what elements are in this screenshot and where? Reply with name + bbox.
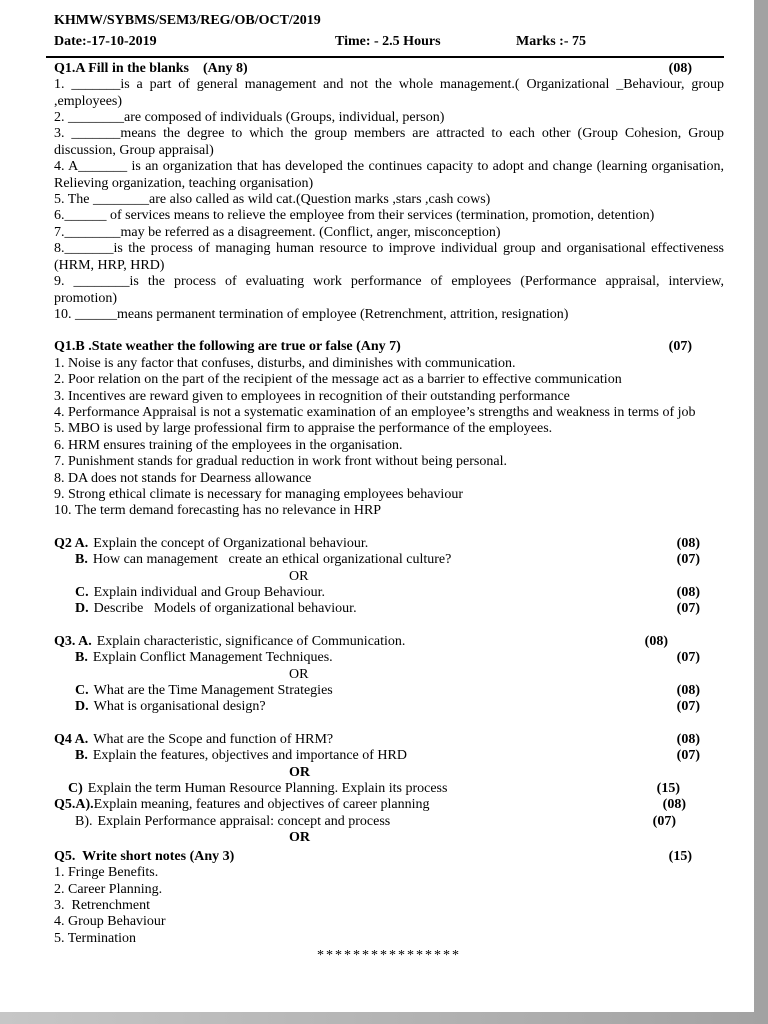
- true-false-item: 7. Punishment stands for gradual reduction in work front without being personal.: [54, 454, 507, 470]
- question-text: What are the Scope and function of HRM?: [93, 731, 334, 747]
- q1b-title: Q1.B .State weather the following are true or false (Any 7): [54, 339, 401, 355]
- question-marks: (07): [676, 699, 700, 715]
- question-label: B).: [75, 813, 93, 829]
- q1b-heading: [54, 339, 724, 355]
- question-label: Q2 A.: [54, 535, 89, 551]
- section-q4: [54, 732, 724, 847]
- true-false-item: 5. MBO is used by large professional firm to appraise the performance of the employees.: [54, 421, 553, 437]
- exam-date: Date:-17-10-2019: [54, 34, 157, 50]
- question-label: D.: [75, 601, 89, 617]
- header-divider: [46, 56, 724, 58]
- or-separator: OR: [289, 568, 309, 584]
- question-text: Explain the features, objectives and importance of HRD: [92, 748, 407, 764]
- true-false-item: 9. Strong ethical climate is necessary for managing employees behaviour: [54, 486, 463, 502]
- q5-marks: (15): [668, 848, 692, 864]
- question-line-q3b: [54, 650, 724, 666]
- question-label: B.: [75, 650, 88, 666]
- question-text: Explain Conflict Management Techniques.: [92, 650, 333, 666]
- or-separator: OR: [289, 764, 310, 780]
- question-line-q4c: [54, 781, 724, 797]
- question-text: Explain meaning, features and objectives of career planning: [93, 797, 430, 813]
- question-marks: (08): [676, 535, 700, 551]
- question-text: Explain the concept of Organizational behaviour.: [93, 535, 369, 551]
- question-line-q3c: [54, 683, 724, 699]
- question-marks: (07): [652, 813, 676, 829]
- true-false-item: 8. DA does not stands for Dearness allowance: [54, 470, 312, 486]
- question-text: Explain characteristic, significance of Communication.: [96, 633, 406, 649]
- question-marks: (07): [676, 650, 700, 666]
- short-note-item: 4. Group Behaviour: [54, 914, 166, 930]
- fill-blank-item: 9. ________is the process of evaluating work performance of employees (Performance appraisal, interview, promotion): [54, 274, 724, 306]
- section-q3: [54, 634, 724, 716]
- q5-title: Q5. Write short notes (Any 3): [54, 848, 235, 864]
- question-marks: (08): [676, 683, 700, 699]
- short-note-item: 2. Career Planning.: [54, 881, 163, 897]
- fill-blank-item: 2. ________are composed of individuals (Groups, individual, person): [54, 110, 445, 126]
- question-text: Explain individual and Group Behaviour.: [93, 585, 325, 600]
- fill-blank-item: 10. ______means permanent termination of employee (Retrenchment, attrition, resignation): [54, 306, 569, 322]
- section-q1a: [54, 61, 724, 324]
- question-line-q4b: [54, 748, 724, 764]
- question-line-q3a: [54, 634, 724, 650]
- fill-blank-item: 1. _______is a part of general management and not the whole management.( Organizational _Behaviour, group ,employees): [54, 77, 724, 109]
- question-label: Q3. A.: [54, 633, 92, 649]
- question-text: How can management create an ethical organizational culture?: [92, 552, 452, 568]
- question-label: C.: [75, 683, 89, 699]
- or-separator: OR: [289, 830, 310, 846]
- question-label: C.: [75, 585, 89, 600]
- question-label: B.: [75, 748, 88, 764]
- exam-meta-row: [54, 34, 724, 55]
- q1a-title: Q1.A Fill in the blanks (Any 8): [54, 60, 248, 76]
- question-marks: (08): [676, 585, 700, 600]
- fill-blank-item: 4. A_______ is an organization that has developed the continues capacity to adopt and change (learning organisation, Relieving organization, teaching organisation): [54, 159, 724, 191]
- question-label: D.: [75, 699, 89, 715]
- question-marks: (15): [656, 781, 680, 797]
- question-text: Explain the term Human Resource Planning. Explain its process: [87, 781, 448, 797]
- true-false-item: 6. HRM ensures training of the employees in the organisation.: [54, 437, 403, 453]
- question-marks: (08): [676, 731, 700, 747]
- short-note-item: 3. Retrenchment: [54, 897, 151, 913]
- question-label: B.: [75, 552, 88, 568]
- question-label: Q5.A).: [54, 797, 94, 813]
- question-marks: (07): [676, 601, 700, 617]
- fill-blank-item: 8._______is the process of managing human resource to improve individual group and organisational effectiveness (HRM, HRP, HRD): [54, 241, 724, 273]
- section-q2: [54, 536, 724, 618]
- question-line-q2b: [54, 552, 724, 568]
- fill-blank-item: 7.________may be referred as a disagreement. (Conflict, anger, misconception): [54, 224, 501, 240]
- true-false-item: 4. Performance Appraisal is not a systematic examination of an employee’s strengths and weakness in terms of job: [54, 404, 696, 420]
- short-note-item: 5. Termination: [54, 930, 136, 946]
- question-text: What is organisational design?: [93, 699, 266, 715]
- section-q1b: [54, 339, 724, 519]
- fill-blank-item: 5. The ________are also called as wild cat.(Question marks ,stars ,cash cows): [54, 192, 491, 208]
- true-false-item: 1. Noise is any factor that confuses, disturbs, and diminishes with communication.: [54, 355, 516, 371]
- question-text: Describe Models of organizational behaviour.: [93, 601, 357, 617]
- q1b-marks: (07): [668, 339, 692, 355]
- q1a-marks: (08): [668, 60, 692, 76]
- question-line-q2c: [54, 585, 724, 601]
- question-line-q3d: [54, 699, 724, 715]
- exam-total-marks: Marks :- 75: [516, 34, 586, 50]
- question-label: Q4 A.: [54, 731, 89, 747]
- question-line-q2d: [54, 601, 724, 617]
- q1a-heading: [54, 61, 724, 77]
- end-of-paper-marker: ****************: [317, 948, 461, 964]
- fill-blank-item: 6.______ of services means to relieve the employee from their services (termination, promotion, detention): [54, 208, 655, 224]
- section-q5: [54, 849, 724, 965]
- question-marks: (08): [644, 633, 668, 649]
- question-marks: (07): [676, 748, 700, 764]
- question-line-q5b: [54, 814, 724, 830]
- question-line-q5a: [54, 797, 724, 813]
- question-label: C): [68, 781, 83, 797]
- short-note-item: 1. Fringe Benefits.: [54, 865, 159, 881]
- true-false-item: 10. The term demand forecasting has no relevance in HRP: [54, 503, 382, 519]
- exam-code: KHMW/SYBMS/SEM3/REG/OB/OCT/2019: [54, 13, 321, 28]
- question-marks: (08): [662, 797, 686, 813]
- question-line-q4a: [54, 732, 724, 748]
- exam-time: Time: - 2.5 Hours: [335, 34, 441, 50]
- or-separator: OR: [289, 666, 309, 682]
- question-line-q2a: [54, 536, 724, 552]
- q5-heading: [54, 849, 724, 865]
- question-text: What are the Time Management Strategies: [93, 683, 333, 699]
- true-false-item: 3. Incentives are reward given to employees in recognition of their outstanding performance: [54, 388, 570, 404]
- true-false-item: 2. Poor relation on the part of the recipient of the message act as a barrier to effective communication: [54, 372, 622, 388]
- question-marks: (07): [676, 552, 700, 568]
- question-text: Explain Performance appraisal: concept and process: [97, 813, 391, 829]
- fill-blank-item: 3. _______means the degree to which the group members are attracted to each other (Group Cohesion, Group discussion, Group appraisal): [54, 126, 724, 158]
